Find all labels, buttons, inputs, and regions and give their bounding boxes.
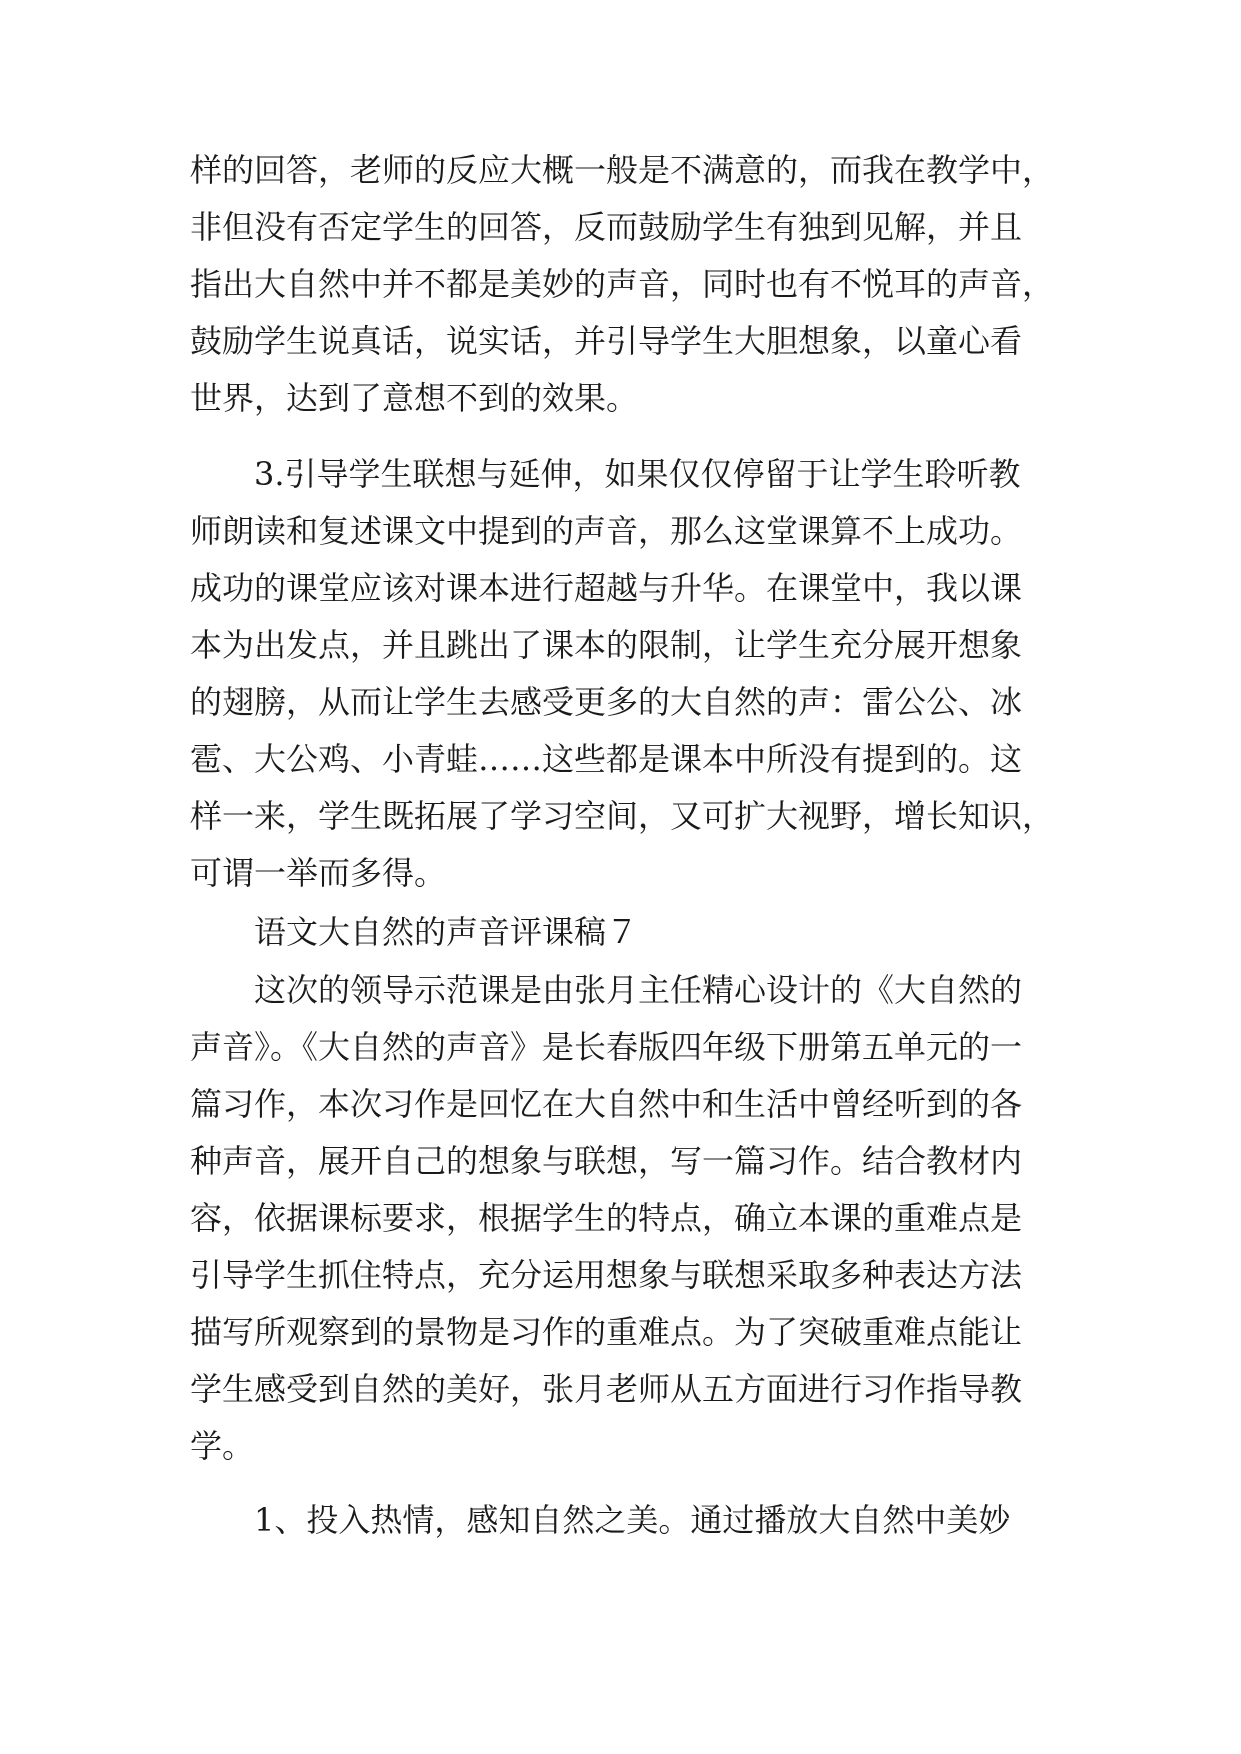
text-line: 样的回答，老师的反应大概一般是不满意的，而我在教学中， [190,151,1055,189]
text-line: 雹、大公鸡、小青蛙……这些都是课本中所没有提到的。这 [190,740,1023,778]
paragraph-start-line: 3.引导学生联想与延伸，如果仅仅停留于让学生聆听教 [254,455,1021,493]
text-line: 学生感受到自然的美好，张月老师从五方面进行习作指导教 [190,1370,1023,1408]
section-heading: 语文大自然的声音评课稿７ [254,913,639,951]
text-line: 种声音，展开自己的想象与联想，写一篇习作。结合教材内 [190,1142,1023,1180]
paragraph-start-line: 1、投入热情，感知自然之美。通过播放大自然中美妙 [254,1501,1011,1539]
text-line: 学。 [190,1427,255,1465]
text-line: 可谓一举而多得。 [190,854,447,892]
text-line: 描写所观察到的景物是习作的重难点。为了突破重难点能让 [190,1313,1023,1351]
text-line: 声音》。《大自然的声音》是长春版四年级下册第五单元的一 [190,1028,1023,1066]
text-line: 世界，达到了意想不到的效果。 [190,379,639,417]
text-line: 成功的课堂应该对课本进行超越与升华。在课堂中，我以课 [190,569,1023,607]
text-line: 样一来，学生既拓展了学习空间，又可扩大视野，增长知识， [190,797,1055,835]
text-line: 师朗读和复述课文中提到的声音，那么这堂课算不上成功。 [190,512,1023,550]
text-line: 篇习作，本次习作是回忆在大自然中和生活中曾经听到的各 [190,1085,1023,1123]
text-line: 鼓励学生说真话，说实话，并引导学生大胆想象，以童心看 [190,322,1023,360]
text-line: 非但没有否定学生的回答，反而鼓励学生有独到见解，并且 [190,208,1023,246]
paragraph-start-line: 这次的领导示范课是由张月主任精心设计的《大自然的 [254,971,1023,1009]
text-line: 本为出发点，并且跳出了课本的限制，让学生充分展开想象 [190,626,1023,664]
text-line: 的翅膀，从而让学生去感受更多的大自然的声：雷公公、冰 [190,683,1023,721]
text-line: 引导学生抓住特点，充分运用想象与联想采取多种表达方法 [190,1256,1023,1294]
text-line: 容，依据课标要求，根据学生的特点，确立本课的重难点是 [190,1199,1023,1237]
text-line: 指出大自然中并不都是美妙的声音，同时也有不悦耳的声音， [190,265,1055,303]
